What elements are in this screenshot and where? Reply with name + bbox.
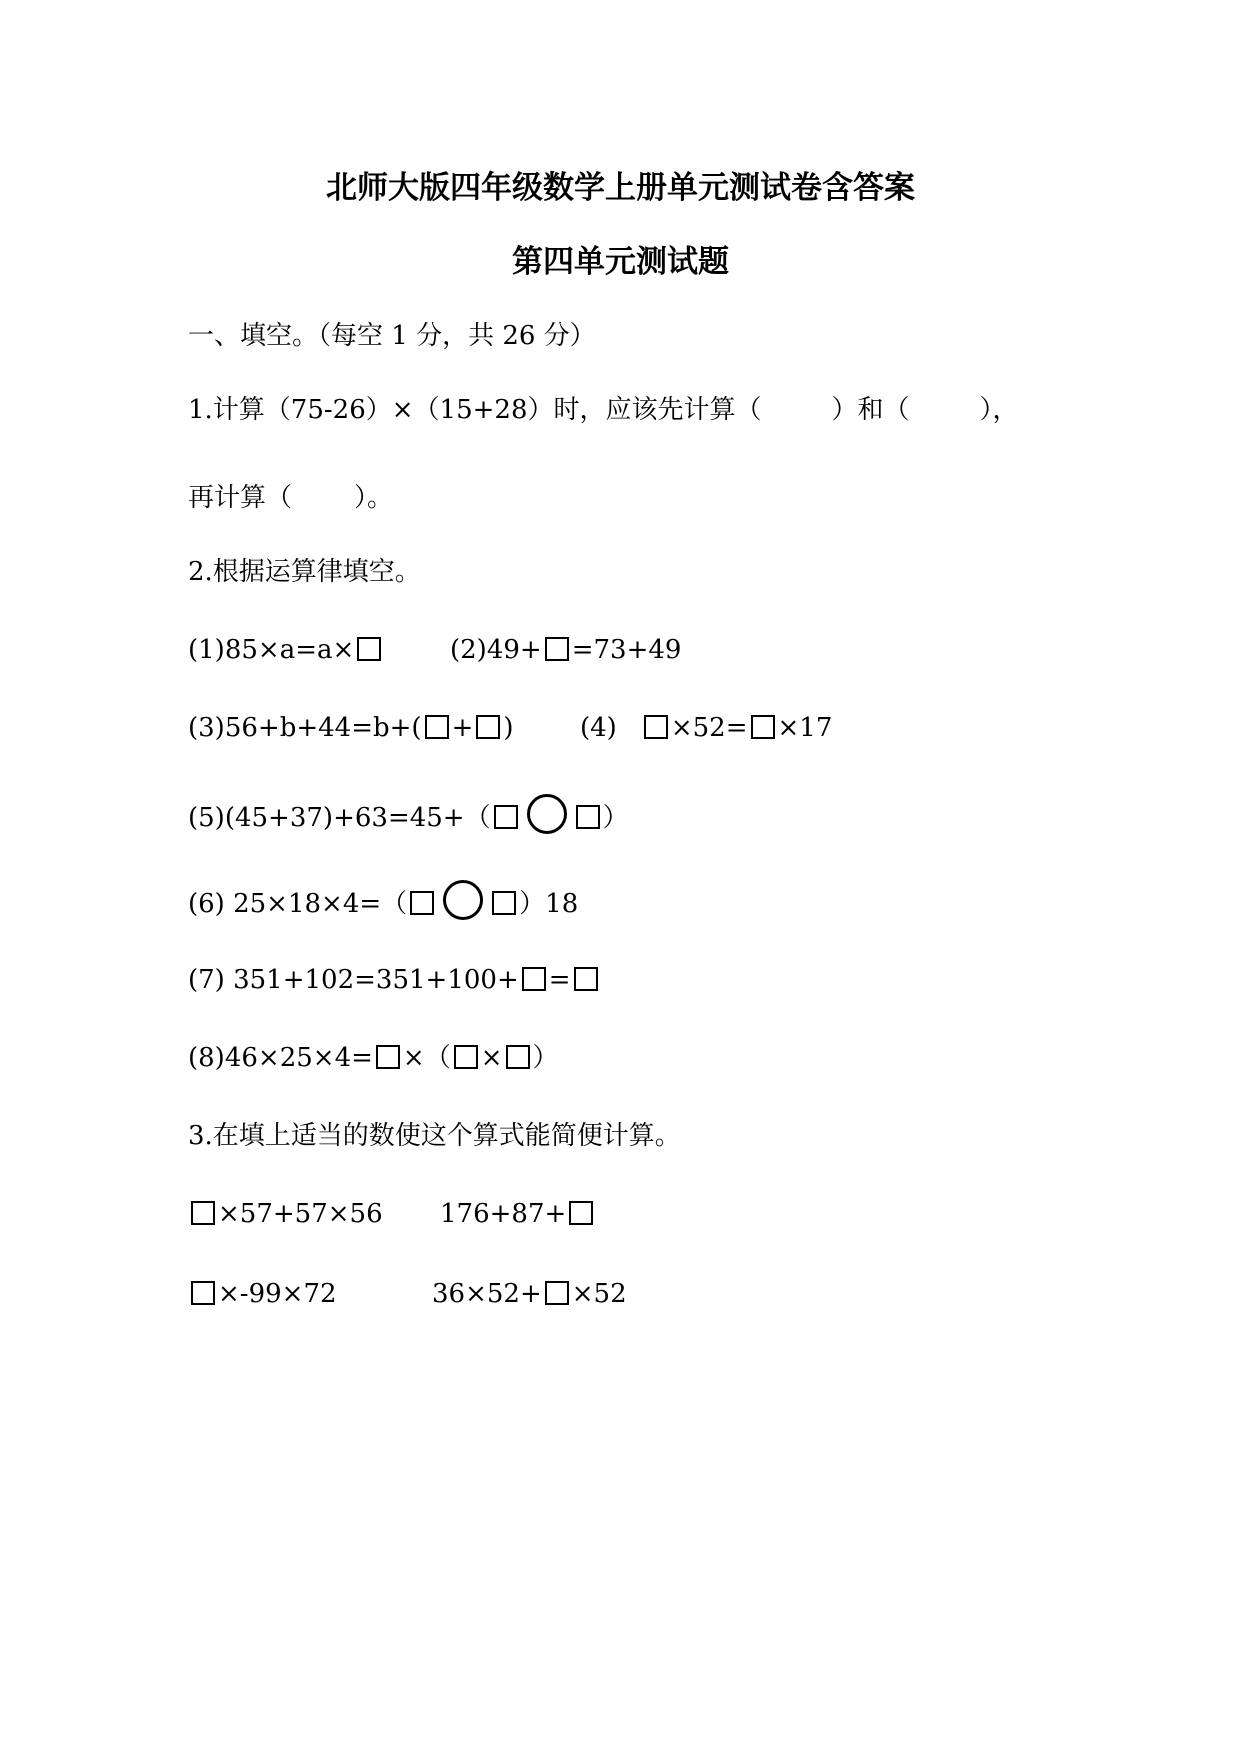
question-1-line-2 <box>188 480 393 516</box>
question-2-row-1 <box>188 632 384 668</box>
q2-p3-text-a: (3)56+b+44=b+( <box>188 713 422 743</box>
document-subtitle: 第四单元测试题 <box>512 244 729 280</box>
q1-text-b: ）和（ <box>831 395 910 425</box>
section-heading: 一、填空。（每空 1 分，共 26 分） <box>188 321 596 351</box>
question-2-row-5 <box>188 962 601 998</box>
question-2-row-6 <box>188 1040 559 1076</box>
answer-box[interactable] <box>425 715 449 739</box>
answer-box[interactable] <box>410 891 434 915</box>
answer-box[interactable] <box>644 715 668 739</box>
answer-box[interactable] <box>522 967 546 991</box>
question-3-row-1 <box>188 1196 383 1232</box>
operator-circle[interactable] <box>527 794 567 834</box>
question-3-heading: 3.在填上适当的数使这个算式能简便计算。 <box>188 1121 681 1151</box>
q2-p5-text-b: ） <box>602 803 629 833</box>
answer-box[interactable] <box>494 805 518 829</box>
q2-p7-text-a: (7) 351+102=351+100+ <box>188 965 519 995</box>
q3-r2-text-b: 36×52+ <box>432 1279 542 1309</box>
answer-box[interactable] <box>545 1281 569 1305</box>
question-2-row-2b <box>580 710 832 746</box>
q1-text-a: 1.计算（75-26）×（15+28）时，应该先计算（ <box>188 395 762 425</box>
q2-p8-text-d: ） <box>532 1043 559 1073</box>
answer-box[interactable] <box>191 1281 215 1305</box>
q2-p8-text-b: ×（ <box>402 1043 451 1073</box>
q2-p7-text-b: = <box>548 965 571 995</box>
q2-p2-text-b: =73+49 <box>571 635 682 665</box>
answer-box[interactable] <box>191 1201 215 1225</box>
answer-box[interactable] <box>576 805 600 829</box>
operator-circle[interactable] <box>443 880 483 920</box>
q2-p6-text-b: ）18 <box>519 889 579 919</box>
q2-p8-text-a: (8)46×25×4= <box>188 1043 373 1073</box>
answer-box[interactable] <box>506 1045 530 1069</box>
q2-p1-text: (1)85×a=a× <box>188 635 355 665</box>
answer-box[interactable] <box>454 1045 478 1069</box>
q2-p4-text-c: ×17 <box>777 713 833 743</box>
q3-r1-text-a: ×57+57×56 <box>218 1199 383 1229</box>
answer-box[interactable] <box>545 637 569 661</box>
question-1-line-1 <box>188 392 1019 428</box>
answer-box[interactable] <box>751 715 775 739</box>
q3-r1-text-b: 176+87+ <box>440 1199 567 1229</box>
answer-box[interactable] <box>376 1045 400 1069</box>
q2-p6-text-a: (6) 25×18×4=（ <box>188 889 408 919</box>
document-title: 北师大版四年级数学上册单元测试卷含答案 <box>326 170 915 206</box>
question-2-row-3 <box>188 794 629 836</box>
answer-box[interactable] <box>569 1201 593 1225</box>
q1-text-d: 再计算（ <box>188 483 293 513</box>
q2-p8-text-c: × <box>480 1043 503 1073</box>
q3-r2-text-a: ×-99×72 <box>218 1279 337 1309</box>
answer-box[interactable] <box>492 891 516 915</box>
q1-text-e: ）。 <box>354 483 394 513</box>
answer-box[interactable] <box>357 637 381 661</box>
q2-p2-text-a: (2)49+ <box>450 635 542 665</box>
q2-p4-text-b: ×52= <box>670 713 748 743</box>
q1-text-c: ）， <box>979 395 1019 425</box>
q2-p5-text-a: (5)(45+37)+63=45+（ <box>188 803 491 833</box>
question-2-heading: 2.根据运算律填空。 <box>188 557 421 587</box>
q2-p3-text-b: + <box>451 713 474 743</box>
question-3-row-2b <box>432 1276 627 1312</box>
q2-p3-text-c: ) <box>503 713 514 743</box>
q3-r2-text-c: ×52 <box>571 1279 627 1309</box>
question-2-row-4 <box>188 880 578 922</box>
question-3-row-1b <box>440 1196 596 1232</box>
answer-box[interactable] <box>476 715 500 739</box>
answer-box[interactable] <box>574 967 598 991</box>
question-2-row-1b <box>450 632 681 668</box>
question-2-row-2 <box>188 710 514 746</box>
question-3-row-2 <box>188 1276 337 1312</box>
q2-p4-text-a: (4) <box>580 713 617 743</box>
